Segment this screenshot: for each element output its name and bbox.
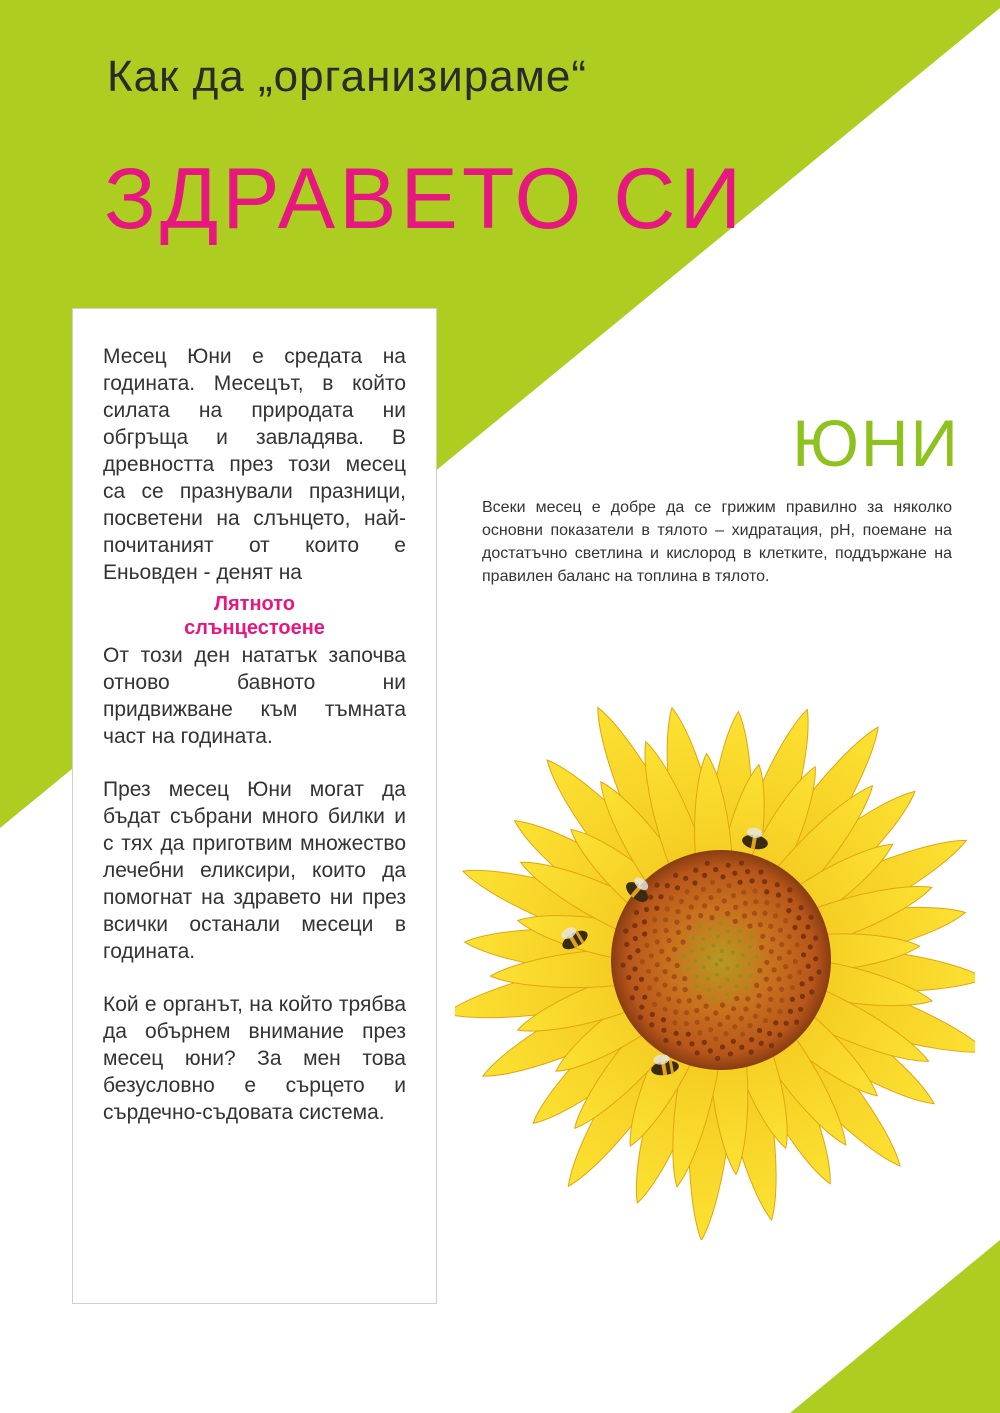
sunflower-seed xyxy=(764,960,769,965)
sunflower-seed xyxy=(654,906,659,911)
sunflower-seed xyxy=(762,911,767,916)
sunflower-seed xyxy=(801,952,806,957)
sunflower-seed xyxy=(718,985,722,989)
sunflower-seed xyxy=(790,985,795,990)
sunflower-seed xyxy=(798,1007,803,1012)
sunflower-seed xyxy=(676,1041,681,1046)
sunflower-seed xyxy=(790,997,795,1002)
sunflower-seed xyxy=(673,1010,678,1015)
sunflower-seed xyxy=(726,863,731,868)
sunflower-seed xyxy=(738,880,743,885)
sunflower-seed xyxy=(655,962,660,967)
sunflower-seed xyxy=(725,993,729,997)
sunflower-seed xyxy=(768,997,773,1002)
sunflower-seed xyxy=(808,944,813,949)
sunflower-seed xyxy=(686,1032,691,1037)
sunflower-seed xyxy=(692,880,697,885)
sunflower-seed xyxy=(778,928,783,933)
sunflower-seed xyxy=(787,974,792,979)
sunflower-seed xyxy=(713,1011,718,1016)
sunflower-seed xyxy=(674,1031,679,1036)
sunflower-seed xyxy=(769,1043,774,1048)
sunflower-seed xyxy=(662,983,667,988)
sunflower-seed xyxy=(640,959,645,964)
sunflower-seed xyxy=(694,959,698,963)
sunflower-seed xyxy=(783,918,788,923)
sunflower-seed xyxy=(659,949,664,954)
sunflower-seed xyxy=(719,921,723,925)
sunflower-seed xyxy=(658,894,663,899)
sunflower-seed xyxy=(713,867,718,872)
sunflower-seed xyxy=(642,995,647,1000)
sunflower-seed xyxy=(743,901,748,906)
sunflower-seed xyxy=(700,947,704,951)
sunflower-seed xyxy=(762,879,767,884)
sunflower-seed xyxy=(777,1032,782,1037)
sunflower-seed xyxy=(714,962,718,966)
sunflower-seed xyxy=(775,882,780,887)
herbs-paragraph: През месец Юни могат да бъдат събрани много билки и с тях да приготвим множество лечебни еликсири, които да помогнат на здравето ни през всички останали месеци в годината. xyxy=(103,778,406,963)
sunflower-seed xyxy=(764,889,769,894)
sunflower-seed xyxy=(639,1005,644,1010)
sunflower-seed xyxy=(797,970,802,975)
sunflower-seed xyxy=(652,929,657,934)
sunflower-seed xyxy=(787,887,792,892)
sunflower-seed xyxy=(652,917,657,922)
sunflower-seed xyxy=(794,1020,799,1025)
sunflower-seed xyxy=(725,911,730,916)
sunflower-seed xyxy=(767,1031,772,1036)
highlight-line-2: слънцестоене xyxy=(184,617,325,639)
sunflower-seed xyxy=(758,922,763,927)
sunflower-seed xyxy=(736,964,740,968)
sunflower-seed xyxy=(626,975,631,980)
sunflower-seed xyxy=(720,949,724,953)
sunflower-seed xyxy=(731,1039,736,1044)
sunflower-seed xyxy=(757,993,762,998)
sunflower-seed xyxy=(652,1002,657,1007)
sunflower-seed xyxy=(701,937,705,941)
sunflower-seed xyxy=(695,1020,700,1025)
sunflower-seed xyxy=(665,906,670,911)
sunflower-seed xyxy=(764,900,769,905)
sunflower-seed xyxy=(646,969,651,974)
sunflower-seed xyxy=(708,1027,713,1032)
sunflower-seed xyxy=(767,1007,772,1012)
sunflower-seed xyxy=(695,975,699,979)
sunflower-seed xyxy=(683,987,688,992)
sunflower-seed xyxy=(755,955,759,959)
sunflower-seed xyxy=(661,1017,666,1022)
sunflower-seed xyxy=(757,1028,762,1033)
sunflower-seed xyxy=(808,976,813,981)
sunflower-seed xyxy=(768,924,773,929)
sunflower-seed xyxy=(702,903,707,908)
sunflower-seed xyxy=(655,939,660,944)
sunflower-seed xyxy=(741,890,746,895)
sunflower-seed xyxy=(763,1018,768,1023)
sunflower-seed xyxy=(669,896,674,901)
highlight-heading xyxy=(103,592,406,640)
sunflower-seed xyxy=(788,1009,793,1014)
sunflower-seed xyxy=(750,878,755,883)
sunflower-seed xyxy=(672,974,677,979)
sunflower-seed xyxy=(663,969,668,974)
sunflower-seed xyxy=(722,898,727,903)
sunflower-seed xyxy=(666,957,671,962)
sunflower-seed xyxy=(753,899,758,904)
sunflower-seed xyxy=(684,1010,689,1015)
sunflower-seed xyxy=(676,930,681,935)
sunflower-seed xyxy=(674,920,679,925)
sunflower-seed xyxy=(663,917,668,922)
sunflower-seed xyxy=(684,1021,689,1026)
sunflower-seed xyxy=(665,883,670,888)
sunflower-seed xyxy=(793,959,798,964)
sunflower-seed xyxy=(634,986,639,991)
sunflower-seed xyxy=(779,998,784,1003)
sunflower-seed xyxy=(642,919,647,924)
sunflower-seed xyxy=(690,949,694,953)
sunflower-seed xyxy=(758,869,763,874)
bottom-green-triangle xyxy=(790,1240,1000,1413)
sunflower-seed xyxy=(654,977,659,982)
sunflower-seed xyxy=(764,977,769,982)
sunflower-seed xyxy=(795,942,800,947)
sunflower-seed xyxy=(783,964,788,969)
sunflower-seed xyxy=(644,943,649,948)
sunflower-seed xyxy=(717,888,722,893)
sunflower-seed xyxy=(702,1040,707,1045)
sunflower-seed xyxy=(747,923,752,928)
sunflower-seed xyxy=(704,1004,709,1009)
sunflower-seed xyxy=(813,935,818,940)
sunflower-image xyxy=(455,660,975,1240)
sunflower-seed xyxy=(772,967,777,972)
sunflower-seed xyxy=(672,986,677,991)
sunflower-seed xyxy=(661,1028,666,1033)
sunflower-seed xyxy=(731,951,735,955)
sunflower-seed xyxy=(738,974,742,978)
sunflower-seed xyxy=(709,915,714,920)
sunflower-seed xyxy=(749,1037,754,1042)
sunflower-seed xyxy=(806,964,811,969)
sunflower-seed xyxy=(635,948,640,953)
sunflower-seed xyxy=(682,976,687,981)
sunflower-seed xyxy=(739,860,744,865)
sunflower-seed xyxy=(745,996,750,1001)
sunflower-seed xyxy=(713,1036,718,1041)
sunflower-seed xyxy=(809,989,814,994)
sunflower-seed xyxy=(726,967,730,971)
sunflower-seed xyxy=(734,996,739,1001)
sunflower-seed xyxy=(800,994,805,999)
sunflower-seed xyxy=(779,987,784,992)
sunflower-seed xyxy=(776,977,781,982)
sunflower-seed xyxy=(760,934,765,939)
sunflower-seed xyxy=(638,1015,643,1020)
sunflower-seed xyxy=(723,1031,728,1036)
sunflower-seed xyxy=(738,939,742,943)
sunflower-seed xyxy=(739,1045,744,1050)
sunflower-seed xyxy=(672,1020,677,1025)
sunflower-seed xyxy=(623,928,628,933)
sunflower-seed xyxy=(719,958,723,962)
sunflower-seed xyxy=(634,910,639,915)
sunflower-seed xyxy=(720,1003,725,1008)
sunflower-seed xyxy=(726,883,731,888)
sunflower-seed xyxy=(748,1023,753,1028)
sunflower-seed xyxy=(787,934,792,939)
sunflower-seed xyxy=(748,945,752,949)
sunflower-seed xyxy=(647,985,652,990)
highlight-line-1: Лятното xyxy=(213,593,296,615)
sunflower-seed xyxy=(754,983,759,988)
sunflower-seed xyxy=(705,861,710,866)
sunflower-seed xyxy=(708,927,712,931)
sunflower-seed xyxy=(673,873,678,878)
sunflower-seed xyxy=(800,981,805,986)
sunflower-seed xyxy=(698,913,703,918)
sunflower-seed xyxy=(805,924,810,929)
sunflower-seed xyxy=(683,876,688,881)
sunflower-seed xyxy=(725,1015,730,1020)
sunflower-seed xyxy=(725,978,729,982)
sunflower-seed xyxy=(650,1012,655,1017)
sunflower-seed xyxy=(691,936,695,940)
month-description: Всеки месец е добре да се грижим правилно за няколко основни показатели в тялото – хидратация, pH, поемане на достатъчно светлина и кислород в клетките, поддържане на правилен баланс на топлина в тялото. xyxy=(482,499,952,585)
sunflower-seed xyxy=(728,1051,733,1056)
sunflower-seed xyxy=(664,928,669,933)
sunflower-seed xyxy=(732,1024,737,1029)
sunflower-seed xyxy=(663,1038,668,1043)
sunflower-seed xyxy=(734,984,738,988)
sunflower-seed xyxy=(649,953,654,958)
sunflower-seed xyxy=(731,893,736,898)
sunflower-seed xyxy=(740,1032,745,1037)
sunflower-seed xyxy=(777,1009,782,1014)
sunflower-seed xyxy=(732,871,737,876)
sunflower-seed xyxy=(750,935,754,939)
sunflower-seed xyxy=(752,888,757,893)
sunflower-seed xyxy=(694,895,699,900)
sunflower-seed xyxy=(689,1041,694,1046)
sunflower-seed xyxy=(759,1041,764,1046)
sunflower-seed xyxy=(708,895,713,900)
sunflower-seed xyxy=(756,1003,761,1008)
sunflower-seed xyxy=(787,950,792,955)
sunflower-seed xyxy=(813,956,818,961)
sunflower-seed xyxy=(697,1030,702,1035)
sunflower-seed xyxy=(694,985,698,989)
sunflower-seed xyxy=(727,940,731,944)
sunflower-seed xyxy=(733,919,738,924)
sunflower-seed xyxy=(632,923,637,928)
sunflower-seed xyxy=(679,899,684,904)
sunflower-seed xyxy=(777,956,782,961)
sunflower-seed xyxy=(741,953,745,957)
sunflower-seed xyxy=(654,883,659,888)
sunflower-seed xyxy=(662,1007,667,1012)
sunflower-seed xyxy=(767,986,772,991)
sunflower-seed xyxy=(739,1016,744,1021)
sunflower-seed xyxy=(738,929,742,933)
sunflower-seed xyxy=(770,937,775,942)
sunflower-seed xyxy=(633,936,638,941)
sunflower-seed xyxy=(686,915,691,920)
sunflower-seed xyxy=(749,1050,754,1055)
sunflower-seed xyxy=(642,931,647,936)
sunflower-seed xyxy=(786,908,791,913)
sunflower-seed xyxy=(648,895,653,900)
sunflower-seed xyxy=(689,904,694,909)
sunflower-seed xyxy=(759,945,764,950)
sunflower-seed xyxy=(621,963,626,968)
sunflower-seed xyxy=(708,1048,713,1053)
sunflower-seed xyxy=(731,1006,736,1011)
intro-paragraph: Месец Юни е средата на годината. Месецът, в който силата на природата ни обгръща и завладява. В древността през този месец са се празнували празници, посветени на слънцето, най-почитаният от които е Еньовден - денят на xyxy=(103,345,406,584)
sunflower-seed xyxy=(698,924,702,928)
sunflower-seed xyxy=(776,892,781,897)
sunflower-seed xyxy=(769,949,774,954)
page-title: ЗДРАВЕТО СИ xyxy=(104,151,746,247)
sunflower-seed xyxy=(712,997,716,1001)
sunflower-seed xyxy=(672,947,677,952)
after-highlight-paragraph: От този ден нататък започва отново бавното ни придвижване към тъмната част на годината. xyxy=(103,644,406,748)
sunflower-seed xyxy=(773,1020,778,1025)
sunflower-seed xyxy=(685,889,690,894)
sunflower-seed xyxy=(694,1008,699,1013)
sunflower-seed xyxy=(752,911,757,916)
sunflower-seed xyxy=(779,942,784,947)
sunflower-seed xyxy=(675,885,680,890)
sunflower-seed xyxy=(714,906,719,911)
sunflower-seed xyxy=(784,1021,789,1026)
sunflower-seed xyxy=(707,956,711,960)
sunflower-seed xyxy=(796,915,801,920)
sunflower-seed xyxy=(775,903,780,908)
sunflower-seed xyxy=(749,974,753,978)
sunflower-seed xyxy=(675,963,680,968)
sunflower-seed xyxy=(711,943,715,947)
sunflower-seed xyxy=(632,966,637,971)
sunflower-seed xyxy=(705,1016,710,1021)
sunflower-seed xyxy=(715,973,719,977)
article-text-box xyxy=(72,308,437,1304)
sunflower-seed xyxy=(726,929,730,933)
sunflower-seed xyxy=(707,988,711,992)
sunflower-seed xyxy=(716,934,720,938)
sunflower-seed xyxy=(702,873,707,878)
sunflower-seed xyxy=(757,968,762,973)
sunflower-seed xyxy=(701,887,706,892)
sunflower-seed xyxy=(649,1022,654,1027)
sunflower-seed xyxy=(666,996,671,1001)
sunflower-seed xyxy=(686,925,691,930)
heart-paragraph: Кой е органът, на който трябва да обърнем внимание през месец юни? За мен това безусловно е сърцето и сърдечно-съдовата система. xyxy=(103,993,406,1124)
sunflower-seed xyxy=(753,1014,758,1019)
sunflower-seed xyxy=(799,905,804,910)
sunflower-seed xyxy=(686,967,690,971)
sunflower-seed xyxy=(715,1056,720,1061)
sunflower-seed xyxy=(733,905,738,910)
sunflower-seed xyxy=(656,992,661,997)
sunflower-seed xyxy=(743,1007,748,1012)
sunflower-seed xyxy=(720,1044,725,1049)
sunflower-seed xyxy=(744,986,748,990)
sunflower-seed xyxy=(817,969,822,974)
sunflower-seed xyxy=(706,977,710,981)
sunflower-seed xyxy=(675,909,680,914)
sunflower-seed xyxy=(667,938,672,943)
sunflower-seed xyxy=(792,925,797,930)
sunflower-seed xyxy=(680,939,685,944)
sunflower-seed xyxy=(809,915,814,920)
month-title: ЮНИ xyxy=(792,406,960,480)
title-kicker: Как да „организираме“ xyxy=(107,52,588,101)
sunflower-seed xyxy=(695,1050,700,1055)
sunflower-seed xyxy=(747,962,751,966)
sunflower-seed xyxy=(681,955,685,959)
sunflower-seed xyxy=(773,913,778,918)
sunflower-seed xyxy=(687,998,692,1003)
sunflower-seed xyxy=(742,913,747,918)
sunflower-seed xyxy=(630,995,635,1000)
sunflower-seed xyxy=(788,898,793,903)
sunflower-seed xyxy=(644,907,649,912)
sunflower-seed xyxy=(718,1022,723,1027)
sunflower-seed xyxy=(710,880,715,885)
sunflower-seed xyxy=(801,934,806,939)
sunflower-seed xyxy=(720,874,725,879)
sunflower-seed xyxy=(745,869,750,874)
sunflower-seed xyxy=(697,995,702,1000)
sunflower-seed xyxy=(702,965,706,969)
sunflower-seed xyxy=(693,868,698,873)
sunflower-seed xyxy=(676,999,681,1004)
sunflower-seed xyxy=(639,977,644,982)
sunflower-seed xyxy=(627,955,632,960)
sunflower-seed xyxy=(624,942,629,947)
